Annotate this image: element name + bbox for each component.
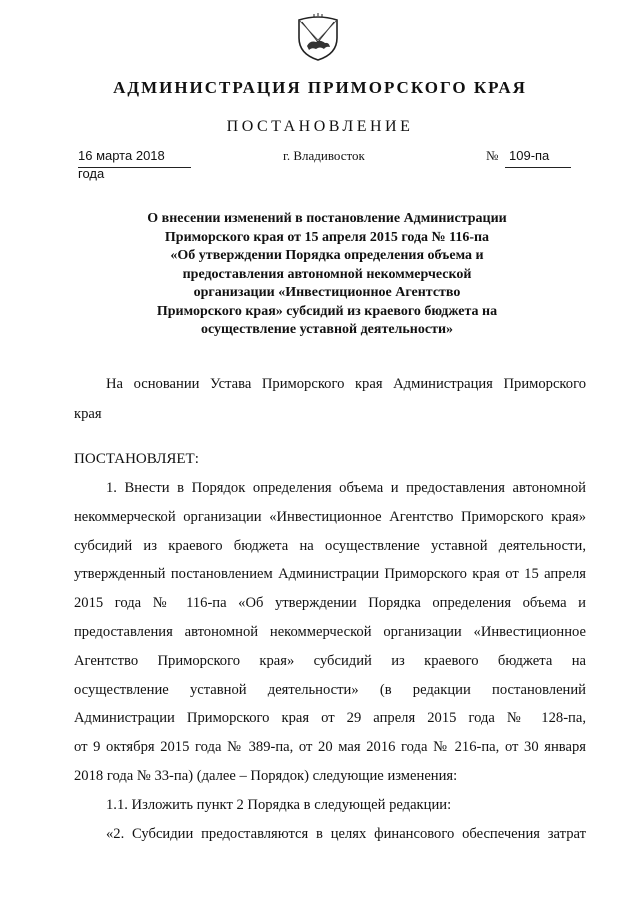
body-line: субсидий из краевого бюджета на осуществление уставной деятельности, — [74, 537, 586, 554]
document-number: 109-па — [505, 147, 571, 168]
body-line: утвержденный постановлением Администрации Приморского края от 15 апреля — [74, 566, 586, 583]
body-line: 2018 года № 33-па) (далее – Порядок) следующие изменения: — [74, 767, 458, 784]
number-label: № — [486, 148, 499, 163]
body-line: предоставления автономной некоммерческой организации «Инвестиционное — [74, 623, 586, 640]
body-line: «2. Субсидии предоставляются в целях финансового обеспечения затрат — [106, 825, 586, 842]
title-line: предоставления автономной некоммерческой — [182, 266, 472, 282]
title-line: организации «Инвестиционное Агентство — [193, 285, 461, 300]
organization-name: АДМИНИСТРАЦИЯ ПРИМОРСКОГО КРАЯ — [113, 78, 527, 97]
decree-word: ПОСТАНОВЛЯЕТ: — [74, 451, 199, 467]
body-line: Агентство Приморского края» субсидий из краевого бюджета на — [74, 652, 586, 669]
body-line: от 9 октября 2015 года № 389-па, от 20 мая 2016 года № 216-па, от 30 января — [74, 739, 586, 756]
coat-of-arms-icon — [296, 12, 340, 62]
title-line: осуществление уставной деятельности» — [200, 322, 454, 337]
document-title — [60, 210, 594, 340]
body-line: 1.1. Изложить пункт 2 Порядка в следующей редакции: — [106, 796, 452, 813]
basis-line: края — [74, 406, 102, 422]
document-type: ПОСТАНОВЛЕНИЕ — [226, 118, 414, 135]
title-line: О внесении изменений в постановление Администрации — [147, 211, 507, 226]
body-line: 1. Внести в Порядок определения объема и предоставления автономной — [106, 480, 586, 496]
document-date: 16 марта 2018 года — [78, 147, 191, 168]
body-line: некоммерческой организации «Инвестиционное Агентство Приморского края» — [74, 508, 586, 525]
body-line: 2015 года № 116-па «Об утверждении Порядка определения объема и — [74, 595, 586, 612]
basis-line: На основании Устава Приморского края Администрация Приморского — [106, 376, 586, 392]
document-city: г. Владивосток — [283, 148, 365, 163]
title-line: Приморского края от 15 апреля 2015 года № 116-па — [164, 229, 490, 245]
title-line: Приморского края» субсидий из краевого бюджета на — [156, 303, 498, 319]
body-line: осуществление уставной деятельности» (в редакции постановлений — [74, 681, 586, 698]
body-line: Администрации Приморского края от 29 апреля 2015 года № 128-па, — [74, 710, 586, 727]
title-line: «Об утверждении Порядка определения объема и — [170, 248, 484, 263]
basis-paragraph — [74, 369, 586, 429]
body-text — [74, 474, 586, 848]
